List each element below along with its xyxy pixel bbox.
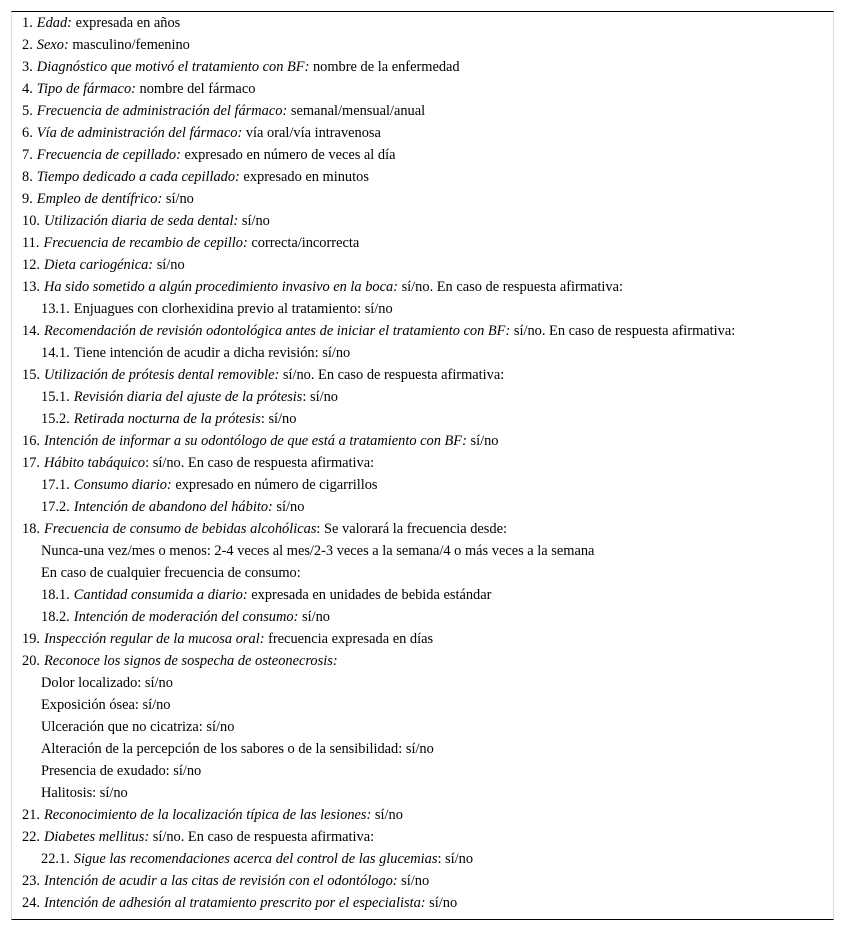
item-term: Tipo de fármaco: [36,81,136,97]
item-term: Utilización de prótesis dental removible: [44,367,280,383]
item-text: expresada en unidades de bebida estándar [247,587,492,603]
item-text: Nunca-una vez/mes o menos: 2-4 veces al mes/2-3 veces a la semana/4 o más veces a la semana [41,543,595,559]
item-term: Retirada nocturna de la prótesis [73,411,261,427]
item-term: Consumo diario: [73,477,172,493]
item-term: Frecuencia de administración del fármaco: [36,103,288,119]
questionnaire-item [22,56,834,78]
item-text: correcta/incorrecta [247,235,360,251]
item-number: 19. [22,631,40,647]
questionnaire-item [22,254,834,276]
questionnaire-subitem [22,298,834,320]
item-term: Frecuencia de cepillado: [36,147,181,163]
item-term: Intención de moderación del consumo: [73,609,299,625]
item-term: Utilización diaria de seda dental: [44,213,239,229]
questionnaire-item [22,232,834,254]
item-text: sí/no [272,499,305,515]
questionnaire-item [22,188,834,210]
questionnaire-subitem [22,716,834,738]
item-text: sí/no [397,873,430,889]
questionnaire-subitem [22,782,834,804]
item-number: 8. [22,169,33,185]
item-text: expresada en años [71,15,181,31]
item-text: sí/no [162,191,194,207]
item-number: 23. [22,873,40,889]
item-text: nombre del fármaco [135,81,256,97]
item-text: sí/no. En caso de respuesta afirmativa: [510,323,736,339]
item-number: 15. [22,367,40,383]
item-text: sí/no. En caso de respuesta afirmativa: [279,367,505,383]
item-number: 13.1. [41,301,70,317]
item-number: 12. [22,257,40,273]
questionnaire-item [22,34,834,56]
item-text: Enjuagues con clorhexidina previo al tratamiento: sí/no [73,301,393,317]
item-term: Intención de adhesión al tratamiento prescrito por el especialista: [44,895,426,911]
item-term: Inspección regular de la mucosa oral: [44,631,265,647]
item-term: Intención de abandono del hábito: [73,499,273,515]
item-text: sí/no [298,609,330,625]
item-text: Halitosis: sí/no [41,785,128,801]
item-number: 20. [22,653,40,669]
item-text: sí/no. En caso de respuesta afirmativa: [397,279,623,295]
item-number: 22.1. [41,851,70,867]
questionnaire-subitem [22,694,834,716]
item-term: Tiempo dedicado a cada cepillado: [36,169,240,185]
item-number: 14.1. [41,345,70,361]
item-text: Tiene intención de acudir a dicha revisión: sí/no [73,345,351,361]
item-text: sí/no [466,433,499,449]
item-number: 7. [22,147,33,163]
questionnaire-subitem [22,474,834,496]
item-number: 4. [22,81,33,97]
item-text: : Se valorará la frecuencia desde: [316,521,507,537]
questionnaire-item [22,78,834,100]
questionnaire-item [22,364,834,386]
item-text: sí/no [238,213,270,229]
item-number: 15.2. [41,411,70,427]
questionnaire-item [22,628,834,650]
questionnaire-subitem [22,342,834,364]
item-text: Alteración de la percepción de los sabores o de la sensibilidad: sí/no [41,741,434,757]
item-text: Ulceración que no cicatriza: sí/no [41,719,235,735]
questionnaire-item [22,892,834,914]
item-number: 1. [22,15,33,31]
questionnaire-subitem [22,738,834,760]
questionnaire-item [22,452,834,474]
item-term: Dieta cariogénica: [44,257,154,273]
item-text: sí/no [371,807,403,823]
item-text: nombre de la enfermedad [309,59,460,75]
item-number: 21. [22,807,40,823]
item-number: 22. [22,829,40,845]
questionnaire-subitem [22,672,834,694]
questionnaire-subitem [22,496,834,518]
questionnaire-item [22,166,834,188]
item-text: Exposición ósea: sí/no [41,697,171,713]
questionnaire-subitem [22,562,834,584]
item-number: 24. [22,895,40,911]
item-text: expresado en minutos [239,169,369,185]
item-number: 18.1. [41,587,70,603]
questionnaire-subitem [22,540,834,562]
item-text: : sí/no [437,851,474,867]
item-text: En caso de cualquier frecuencia de consumo: [41,565,301,581]
item-text: masculino/femenino [68,37,190,53]
item-term: Intención de acudir a las citas de revisión con el odontólogo: [44,873,398,889]
questionnaire-subitem [22,848,834,870]
item-text: Presencia de exudado: sí/no [41,763,202,779]
questionnaire-item [22,804,834,826]
item-term: Empleo de dentífrico: [36,191,163,207]
item-number: 15.1. [41,389,70,405]
questionnaire-subitem [22,606,834,628]
item-text: : sí/no [302,389,339,405]
item-number: 11. [22,235,40,251]
item-term: Diagnóstico que motivó el tratamiento con BF: [36,59,310,75]
item-text: sí/no. En caso de respuesta afirmativa: [149,829,375,845]
item-term: Vía de administración del fármaco: [36,125,243,141]
item-term: Hábito tabáquico [44,455,146,471]
item-number: 14. [22,323,40,339]
questionnaire-subitem [22,386,834,408]
item-number: 3. [22,59,33,75]
item-term: Reconoce los signos de sospecha de osteonecrosis: [44,653,338,669]
item-number: 17.1. [41,477,70,493]
item-number: 9. [22,191,33,207]
questionnaire-item [22,276,834,298]
item-number: 2. [22,37,33,53]
questionnaire-list [22,12,834,914]
questionnaire-item [22,870,834,892]
item-text: Dolor localizado: sí/no [41,675,173,691]
item-text: sí/no [425,895,458,911]
questionnaire-item [22,518,834,540]
item-term: Ha sido sometido a algún procedimiento invasivo en la boca: [44,279,398,295]
item-term: Diabetes mellitus: [44,829,150,845]
questionnaire-subitem [22,408,834,430]
item-text: frecuencia expresada en días [264,631,434,647]
item-number: 5. [22,103,33,119]
item-term: Frecuencia de consumo de bebidas alcohólicas [44,521,317,537]
questionnaire-item [22,122,834,144]
item-number: 17. [22,455,40,471]
item-term: Revisión diaria del ajuste de la prótesis [73,389,303,405]
questionnaire-subitem [22,584,834,606]
questionnaire-item [22,650,834,672]
item-term: Sexo: [36,37,69,53]
item-term: Recomendación de revisión odontológica antes de iniciar el tratamiento con BF: [44,323,511,339]
item-number: 16. [22,433,40,449]
item-term: Sigue las recomendaciones acerca del control de las glucemias [73,851,438,867]
item-term: Frecuencia de recambio de cepillo: [43,235,248,251]
item-number: 18. [22,521,40,537]
questionnaire-item [22,210,834,232]
item-text: expresado en número de veces al día [180,147,396,163]
item-term: Edad: [36,15,72,31]
item-number: 10. [22,213,40,229]
questionnaire-item [22,826,834,848]
questionnaire-item [22,144,834,166]
item-term: Cantidad consumida a diario: [73,587,248,603]
item-text: : sí/no [260,411,297,427]
item-number: 18.2. [41,609,70,625]
item-number: 17.2. [41,499,70,515]
questionnaire-item [22,100,834,122]
questionnaire-item [22,12,834,34]
item-number: 6. [22,125,33,141]
questionnaire-item [22,320,834,342]
item-text: vía oral/vía intravenosa [242,125,381,141]
item-term: Intención de informar a su odontólogo de que está a tratamiento con BF: [44,433,467,449]
item-text: : sí/no. En caso de respuesta afirmativa: [145,455,375,471]
item-text: expresado en número de cigarrillos [171,477,378,493]
item-text: sí/no [153,257,185,273]
questionnaire-subitem [22,760,834,782]
item-number: 13. [22,279,40,295]
item-term: Reconocimiento de la localización típica de las lesiones: [44,807,372,823]
questionnaire-item [22,430,834,452]
item-text: semanal/mensual/anual [287,103,426,119]
